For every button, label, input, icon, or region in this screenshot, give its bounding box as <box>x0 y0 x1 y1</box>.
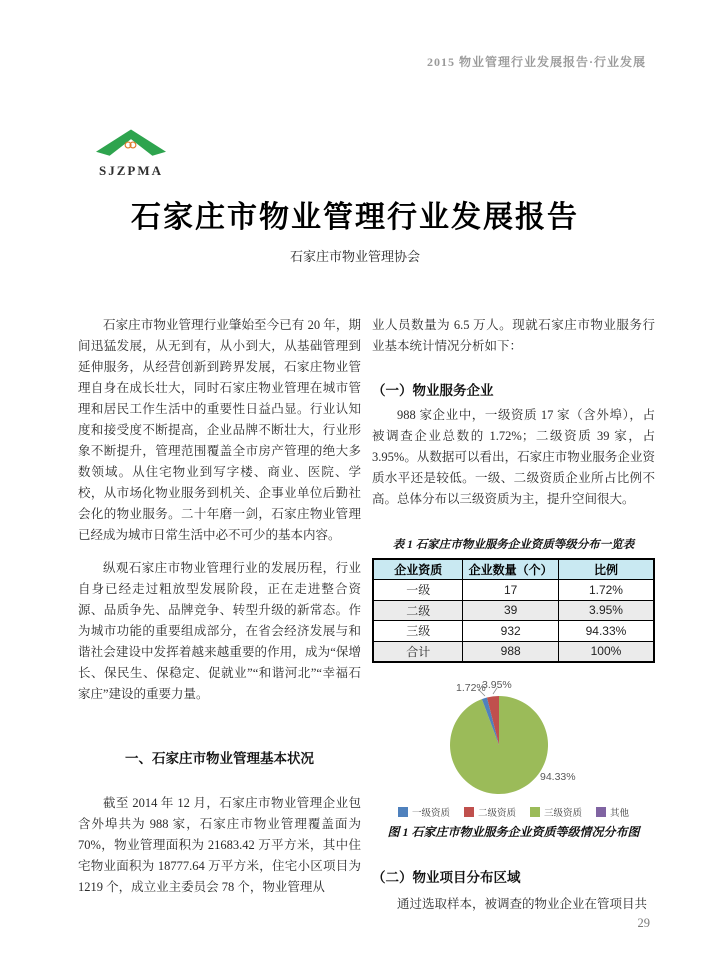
table-cell: 一级 <box>373 580 463 601</box>
table-total-row <box>373 641 654 662</box>
legend-swatch-blue <box>398 807 408 817</box>
legend-item <box>398 805 450 819</box>
paragraph-history: 纵观石家庄市物业管理行业的发展历程，行业自身已经走过粗放型发展阶段，正在走进整合资源、品质争先、品牌竞争、转型升级的新常态。作为城市功能的重要组成部分，在省会经济发展与和谐社会建设中发挥着越来越重要的作用，成为“保增长、保民生、保稳定、促就业”“和谐河北”“幸福石家庄”建设的重要力量。 <box>78 561 361 701</box>
table-cell: 二级 <box>373 600 463 621</box>
legend-label: 三级资质 <box>544 807 583 819</box>
chart-legend <box>372 805 655 819</box>
legend-label: 二级资质 <box>477 807 516 819</box>
table-header-cell: 比例 <box>558 559 654 580</box>
qualification-pie-chart <box>372 679 655 819</box>
paragraph-continuation: 业人员数量为 6.5 万人。现就石家庄市物业服务行业基本统计情况分析如下： <box>372 318 655 353</box>
table-cell: 39 <box>463 600 559 621</box>
table-cell: 932 <box>463 621 559 642</box>
legend-label: 一级资质 <box>411 807 450 819</box>
legend-swatch-green <box>530 807 540 817</box>
legend-item <box>530 805 582 819</box>
table-cell: 1.72% <box>558 580 654 601</box>
page-title: 石家庄市物业管理行业发展报告 <box>131 201 579 234</box>
table-row <box>373 600 654 621</box>
association-logo <box>96 128 166 179</box>
table-cell: 988 <box>463 641 559 662</box>
paragraph-statistics: 截至 2014 年 12 月，石家庄市物业管理企业包含外埠共为 988 家，石家庄市物业管理覆盖面为 70%，物业管理面积为 21683.42 万平方米，其中住宅物业面积为 18777.64 万平方米，住宅小区项目为 1219 个，成立业主委员会 78 个，物业管理从 <box>78 796 361 894</box>
paragraph-qualification: 988 家企业中，一级资质 17 家（含外埠），占被调查企业总数的 1.72%；二级资质 39 家，占 3.95%。从数据可以看出，石家庄市物业服务企业资质水平还是较低。一级、二级资质企业所占比例不高。总体分布以三级资质为主，提升空间很大。 <box>372 408 655 506</box>
paragraph-intro: 石家庄市物业管理行业肇始至今已有 20 年，期间迅猛发展，从无到有，从小到大，从基础管理到延伸服务，从经营创新到跨界发展，石家庄物业管理自身在成长壮大，同时石家庄物业管理在城市管理和居民工作生活中的重要性日益凸显。行业认知度和接受度不断提高，企业品牌不断壮大，行业形象不断提升，管理范围覆盖全市房产管理的绝大多数领域。从住宅物业到写字楼、商业、医院、学校，从市场化物业服务到机关、企事业单位后勤社会化的物业服务。二十年磨一剑，石家庄物业管理已经成为城市日常生活中必不可少的基本内容。 <box>78 318 361 542</box>
table-row <box>373 580 654 601</box>
pie-data-label: 3.95% <box>482 678 512 691</box>
pie-chart-svg <box>372 679 655 819</box>
table-header-cell: 企业数量（个） <box>463 559 559 580</box>
running-header: 2015 物业管理行业发展报告·行业发展 <box>426 55 646 69</box>
left-column <box>78 315 361 915</box>
two-column-body <box>78 315 655 915</box>
right-column <box>372 315 655 915</box>
qualification-table <box>372 558 655 663</box>
table-cell: 合计 <box>373 641 463 662</box>
legend-label: 其他 <box>610 807 630 819</box>
legend-swatch-purple <box>596 807 606 817</box>
table-caption: 表 1 石家庄市物业服务企业资质等级分布一览表 <box>392 539 635 551</box>
pie-data-label: 1.72% <box>456 681 486 694</box>
table-cell: 3.95% <box>558 600 654 621</box>
section-heading-1: 一、石家庄市物业管理基本状况 <box>125 751 314 766</box>
table-cell: 100% <box>558 641 654 662</box>
sub-heading-enterprises: （一）物业服务企业 <box>372 383 494 398</box>
table-row <box>373 621 654 642</box>
page-subtitle: 石家庄市物业管理协会 <box>289 249 420 264</box>
table-cell: 94.33% <box>558 621 654 642</box>
table-cell: 三级 <box>373 621 463 642</box>
page-number: 29 <box>637 916 650 930</box>
sub-heading-projects: （二）物业项目分布区域 <box>372 869 521 885</box>
paragraph-projects: 通过选取样本，被调查的物业企业在管项目共 <box>397 896 648 911</box>
roof-logo-icon <box>96 128 166 162</box>
table-cell: 17 <box>463 580 559 601</box>
pie-data-label: 94.33% <box>540 770 576 783</box>
table-header-cell: 企业资质 <box>373 559 463 580</box>
table-header-row <box>373 559 654 580</box>
legend-swatch-red <box>464 807 474 817</box>
figure-caption: 图 1 石家庄市物业服务企业资质等级情况分布图 <box>387 824 640 839</box>
legend-item <box>596 805 629 819</box>
pie-slices <box>450 696 548 794</box>
legend-item <box>464 805 516 819</box>
logo-acronym: SJZPMA <box>99 163 163 178</box>
